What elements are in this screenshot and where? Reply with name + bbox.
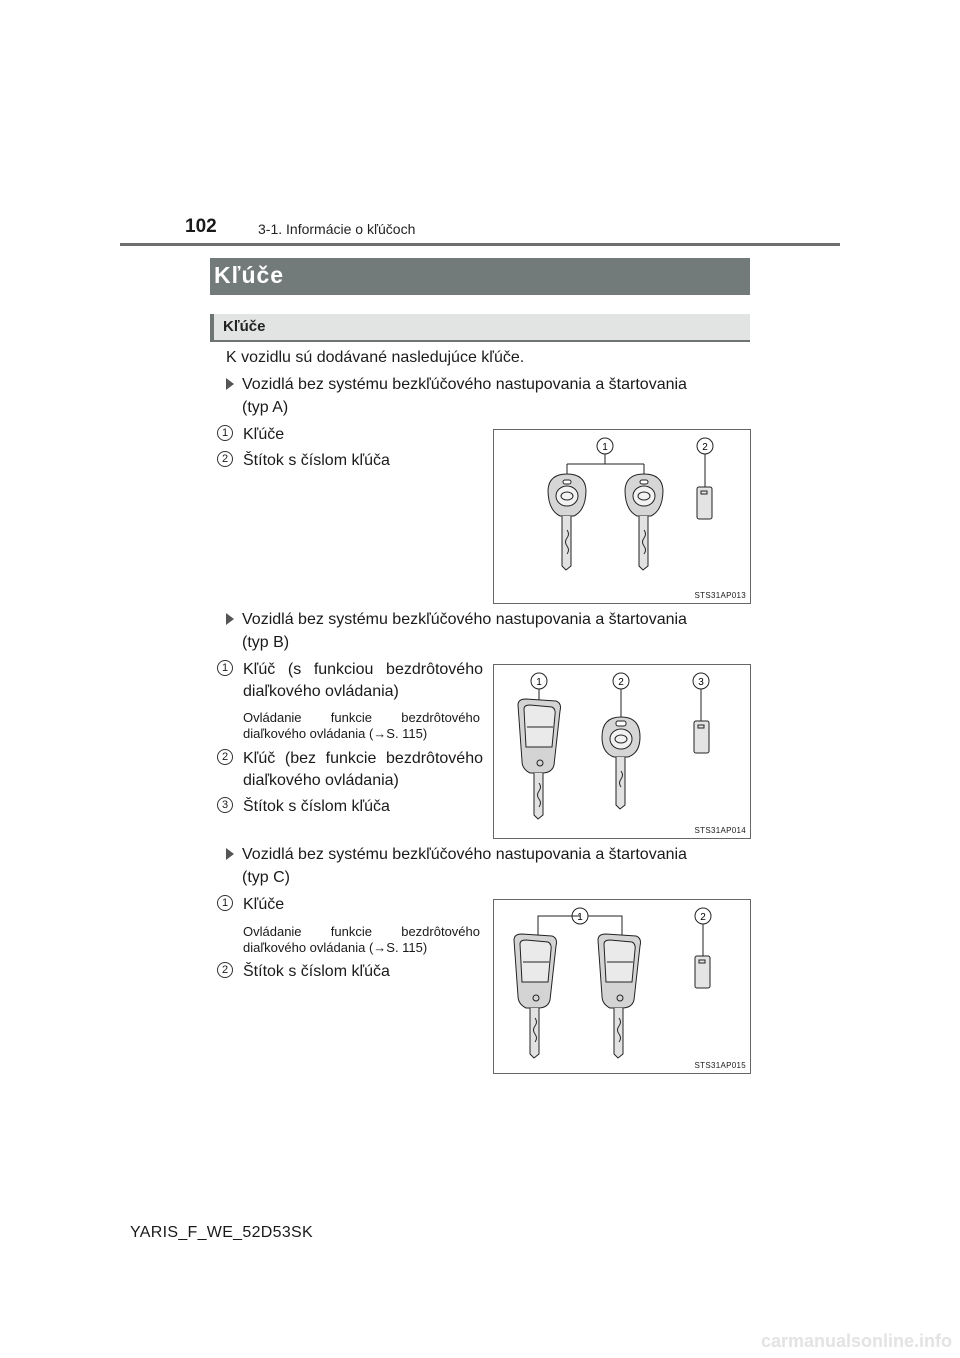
chapter-title: 3-1. Informácie o kľúčoch: [258, 221, 416, 237]
document-code: YARIS_F_WE_52D53SK: [130, 1224, 313, 1241]
figure-code: STS31AP013: [694, 591, 746, 600]
item-number: 1: [217, 425, 233, 441]
bullet-type-a: Vozidlá bez systému bezkľúčového nastupovania a štartovania (typ A): [242, 373, 742, 419]
keys-illustration-icon: [494, 665, 750, 838]
figure-code: STS31AP014: [694, 826, 746, 835]
triangle-bullet-icon: [226, 848, 234, 860]
triangle-bullet-icon: [226, 378, 234, 390]
item-label: Kľúče: [243, 426, 285, 443]
item-number: 2: [217, 749, 233, 765]
item-label: Kľúč (bez funkcie bezdrôtového diaľkového ovládania): [243, 750, 483, 789]
svg-text:1: 1: [536, 677, 542, 688]
svg-text:3: 3: [698, 677, 704, 688]
svg-text:1: 1: [602, 442, 608, 453]
svg-text:2: 2: [618, 677, 624, 688]
item-number: 2: [217, 451, 233, 467]
triangle-bullet-icon: [226, 613, 234, 625]
section-title: Kľúče: [214, 262, 285, 288]
item-note: Ovládanie funkcie bezdrôtového diaľkového ovládania (→S. 115): [243, 710, 480, 741]
header-rule: [120, 243, 840, 246]
watermark: carmanualsonline.info: [760, 1331, 952, 1351]
keys-illustration-icon: [494, 430, 750, 603]
figure-type-c: [493, 899, 751, 1074]
item-label: Štítok s číslom kľúča: [243, 798, 390, 815]
page-number: 102: [185, 216, 217, 237]
subsection-bar: [210, 314, 750, 342]
intro-text: K vozidlu sú dodávané nasledujúce kľúče.: [226, 349, 525, 366]
item-label: Kľúč (s funkciou bezdrôtového diaľkového ovládania): [243, 661, 483, 700]
svg-text:2: 2: [700, 912, 706, 923]
item-number: 1: [217, 895, 233, 911]
item-label: Štítok s číslom kľúča: [243, 963, 390, 980]
item-number: 1: [217, 660, 233, 676]
subsection-title: Kľúče: [223, 318, 266, 335]
bullet-type-c: Vozidlá bez systému bezkľúčového nastupovania a štartovania (typ C): [242, 843, 742, 889]
item-number: 3: [217, 797, 233, 813]
keys-illustration-icon: [494, 900, 750, 1073]
item-note: Ovládanie funkcie bezdrôtového diaľkového ovládania (→S. 115): [243, 924, 480, 955]
item-label: Kľúče: [243, 896, 285, 913]
bullet-type-b: Vozidlá bez systému bezkľúčového nastupovania a štartovania (typ B): [242, 608, 742, 654]
svg-text:1: 1: [577, 912, 583, 923]
item-label: Štítok s číslom kľúča: [243, 452, 390, 469]
figure-type-a: [493, 429, 751, 604]
figure-type-b: [493, 664, 751, 839]
section-title-bar: [210, 258, 750, 295]
figure-code: STS31AP015: [694, 1061, 746, 1070]
svg-text:2: 2: [702, 442, 708, 453]
item-number: 2: [217, 962, 233, 978]
